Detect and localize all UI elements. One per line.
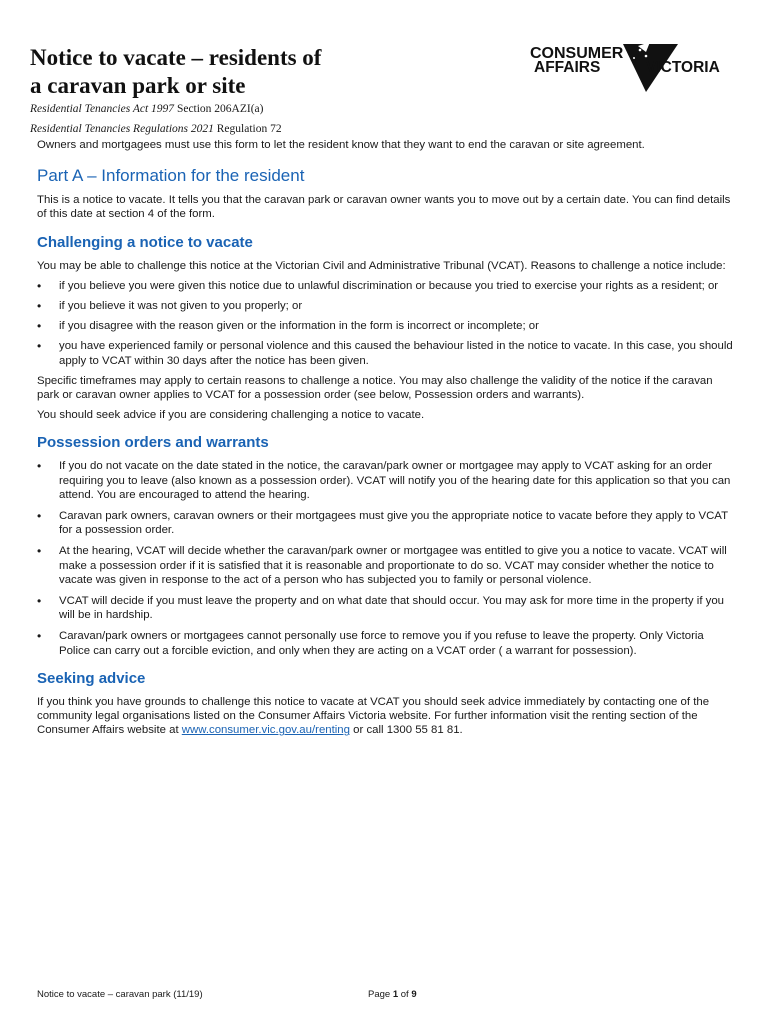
svg-text:AFFAIRS: AFFAIRS <box>534 59 601 76</box>
regulation-reference <box>30 123 282 135</box>
challenge-reasons-list <box>37 279 737 368</box>
total-pages: 9 <box>411 989 417 1000</box>
list-item: • if you disagree with the reason given or the information in the form is incorrect or incomplete; or <box>37 319 737 333</box>
part-a-heading: Part A – Information for the resident <box>37 166 305 186</box>
seeking-advice-text-end: or call 1300 55 81 81. <box>349 724 463 737</box>
regulation-section: Regulation 72 <box>216 123 282 135</box>
possession-heading: Possession orders and warrants <box>37 434 269 452</box>
svg-text:CONSUMER: CONSUMER <box>530 45 624 62</box>
title-line-2: a caravan park or site <box>30 73 246 98</box>
footer-document-name: Notice to vacate – caravan park (11/19) <box>37 989 203 1000</box>
list-item: • Caravan park owners, caravan owners or their mortgagees must give you the appropriate notice to vacate before they apply to VCAT for a possession order. <box>37 509 737 537</box>
svg-text:VICTORIA: VICTORIA <box>646 59 720 76</box>
list-item: • you have experienced family or personal violence and this caused the behaviour listed in the notice to vacate. In this case, you should apply to VCAT within 30 days after the notice has been given. <box>37 339 737 367</box>
consumer-affairs-victoria-logo <box>528 40 728 96</box>
list-item: • If you do not vacate on the date stated in the notice, the caravan/park owner or mortgagee may apply to VCAT asking for an order requiring you to leave (also known as a possession order). VCAT will notify you of the hearing date for this application so that you can attend. You are encouraged to attend the hearing. <box>37 459 737 502</box>
challenging-intro: You may be able to challenge this notice at the Victorian Civil and Administrative Tribunal (VCAT). Reasons to challenge a notice include: <box>37 259 726 272</box>
act-section: Section 206AZI(a) <box>176 103 264 115</box>
part-a-paragraph: This is a notice to vacate. It tells you that the caravan park or caravan owner wants you to move out by a certain date. You can find details of this date at section 4 of the form. <box>37 194 731 221</box>
act-name: Residential Tenancies Act 1997 <box>30 103 175 115</box>
possession-list <box>37 459 737 657</box>
seeking-advice-heading: Seeking advice <box>37 669 146 687</box>
list-item: • Caravan/park owners or mortgagees cannot personally use force to remove you if you refuse to leave the property. Only Victoria Police can carry out a forcible eviction, and only when they are acting on a VCAT order ( a warrant for possession). <box>37 629 737 657</box>
challenging-heading: Challenging a notice to vacate <box>37 233 253 251</box>
renting-website-link[interactable]: www.consumer.vic.gov.au/renting <box>181 724 350 737</box>
list-item: • if you believe you were given this notice due to unlawful discrimination or because you tried to exercise your rights as a resident; or <box>37 279 737 293</box>
act-reference <box>30 103 263 115</box>
page-title <box>30 44 410 100</box>
advice-paragraph: You should seek advice if you are considering challenging a notice to vacate. <box>37 409 425 422</box>
list-item: • VCAT will decide if you must leave the property and on what date that should occur. You may ask for more time in the property if you will be in hardship. <box>37 594 737 622</box>
page-number: Page 1 of 9 <box>368 989 417 1000</box>
list-item: • At the hearing, VCAT will decide whether the caravan/park owner or mortgagee was entitled to give you a notice to vacate. VCAT will make a possession order if it is satisfied that it is reasonable and proportionate to do so. VCAT may consider whether the notice to vacate was given in response to the act of a person who has subjected you to family or personal violence. <box>37 544 737 587</box>
intro-text: Owners and mortgagees must use this form to let the resident know that they want to end the caravan or site agreement. <box>37 139 645 151</box>
seeking-advice-paragraph <box>37 695 737 738</box>
seeking-advice-text: If you think you have grounds to challenge this notice to vacate at VCAT you should seek advice immediately by contacting one of the community legal organisations listed on the Consumer Affairs Victoria website. For further information visit the renting section of the Consumer Affairs website at <box>37 695 710 737</box>
document-body <box>37 138 737 743</box>
regulation-name: Residential Tenancies Regulations 2021 <box>30 123 214 135</box>
list-item: • if you believe it was not given to you properly; or <box>37 299 737 313</box>
title-line-1: Notice to vacate – residents of <box>30 45 322 70</box>
timeframes-paragraph: Specific timeframes may apply to certain reasons to challenge a notice. You may also challenge the validity of the notice if the caravan park or caravan owner applies to VCAT for a possession order (see below, Possession orders and warrants). <box>37 374 713 402</box>
current-page: 1 <box>392 989 399 1000</box>
